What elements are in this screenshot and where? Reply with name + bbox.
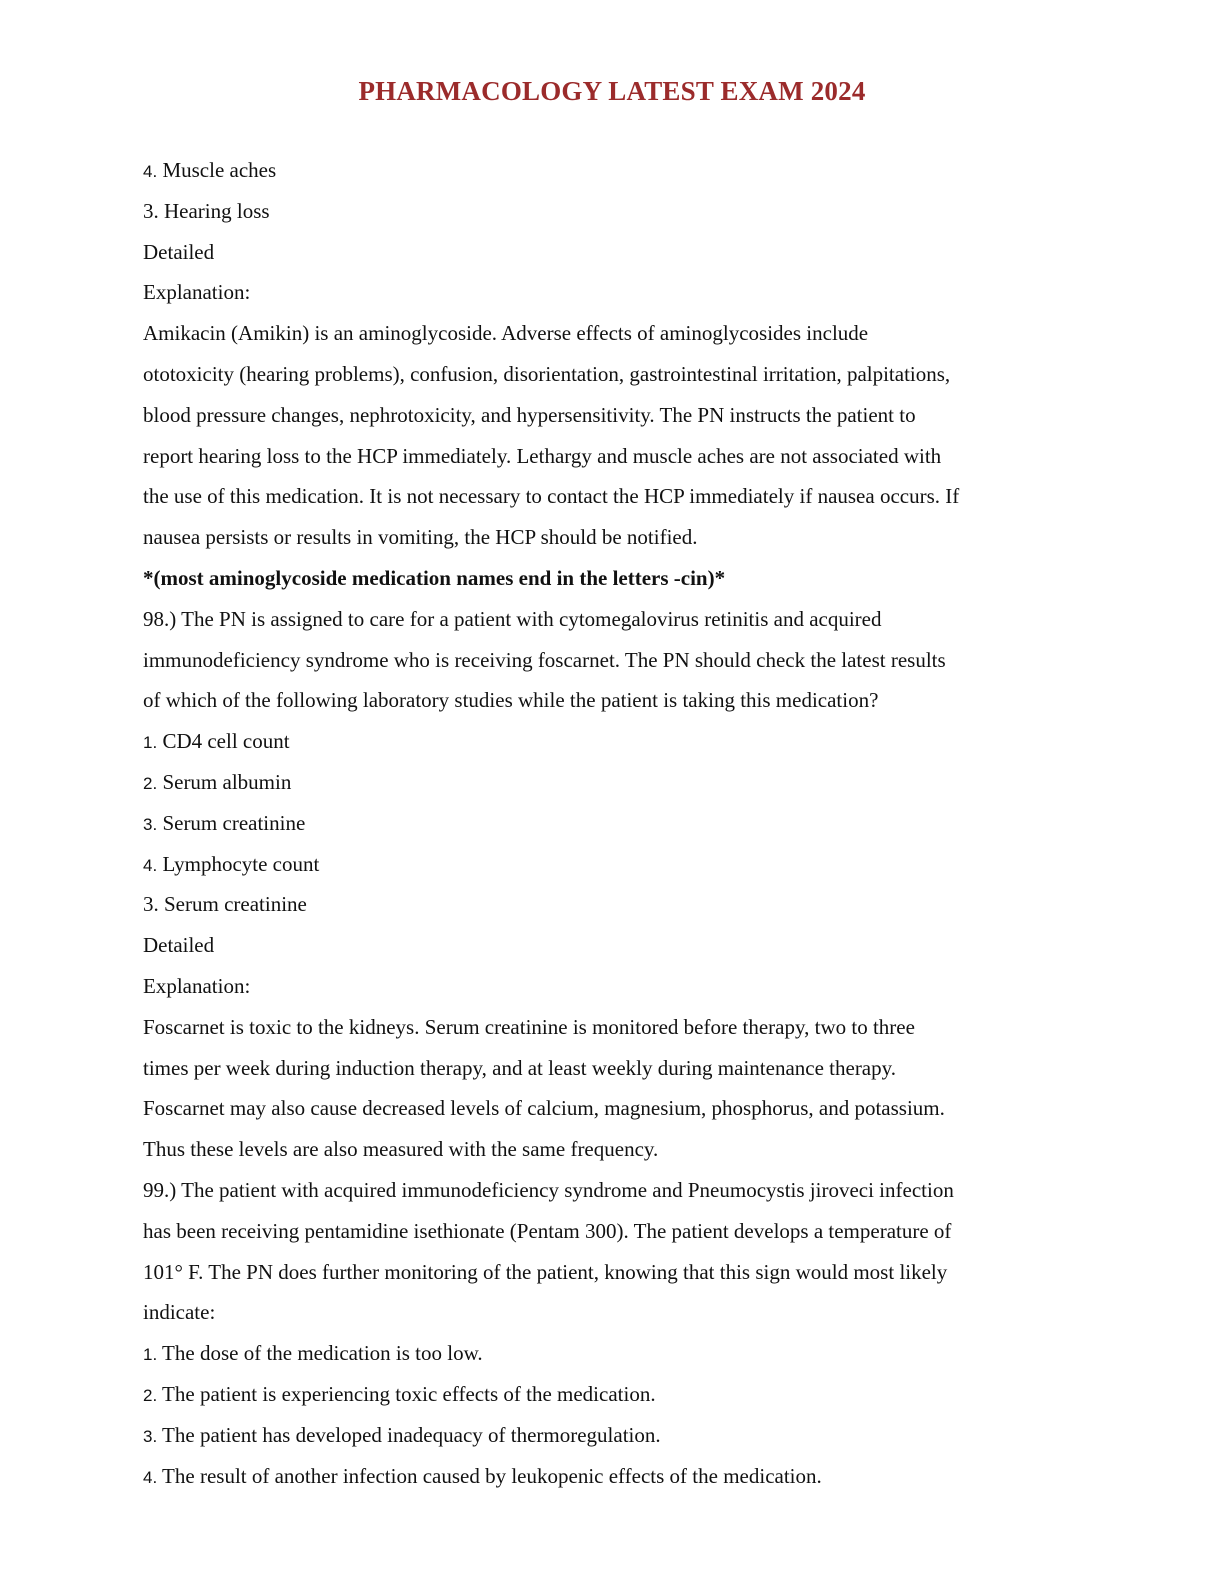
line-text: 98.) The PN is assigned to care for a patient with cytomegalovirus retinitis and acquired bbox=[143, 606, 882, 631]
line-text: Detailed bbox=[143, 933, 215, 958]
text-line bbox=[143, 395, 1083, 436]
text-line bbox=[143, 354, 1083, 395]
line-text: of which of the following laboratory studies while the patient is taking this medication? bbox=[143, 688, 879, 713]
document-body bbox=[143, 150, 1083, 1496]
text-line bbox=[143, 272, 1083, 313]
line-text: nausea persists or results in vomiting, the HCP should be notified. bbox=[143, 525, 698, 550]
line-text: immunodeficiency syndrome who is receiving foscarnet. The PN should check the latest results bbox=[143, 647, 946, 672]
option-number: 2. bbox=[143, 1385, 158, 1405]
option-number: 1. bbox=[143, 733, 158, 753]
text-line bbox=[143, 1374, 1083, 1415]
text-line bbox=[143, 558, 1083, 599]
line-text: Foscarnet is toxic to the kidneys. Serum creatinine is monitored before therapy, two to three bbox=[143, 1014, 915, 1039]
line-text: Explanation: bbox=[143, 280, 251, 305]
text-line bbox=[143, 232, 1083, 273]
text-line bbox=[143, 599, 1083, 640]
line-text: indicate: bbox=[143, 1300, 216, 1325]
line-text: blood pressure changes, nephrotoxicity, and hypersensitivity. The PN instructs the patient to bbox=[143, 402, 916, 427]
text-line bbox=[143, 640, 1083, 681]
line-text: Detailed bbox=[143, 239, 215, 264]
option-number: 1. bbox=[143, 1345, 158, 1365]
text-line bbox=[143, 1211, 1083, 1252]
page-title: PHARMACOLOGY LATEST EXAM 2024 bbox=[358, 76, 866, 106]
line-text: Serum creatinine bbox=[157, 810, 306, 835]
text-line bbox=[143, 1129, 1083, 1170]
option-number: 4. bbox=[143, 855, 158, 875]
text-line bbox=[143, 191, 1083, 232]
line-text: Thus these levels are also measured with the same frequency. bbox=[143, 1137, 659, 1162]
text-line bbox=[143, 1333, 1083, 1374]
line-text: The result of another infection caused by leukopenic effects of the medication. bbox=[157, 1463, 822, 1488]
text-line bbox=[143, 680, 1083, 721]
line-text: 99.) The patient with acquired immunodeficiency syndrome and Pneumocystis jiroveci infection bbox=[143, 1177, 954, 1202]
line-text: times per week during induction therapy, and at least weekly during maintenance therapy. bbox=[143, 1055, 897, 1080]
text-line bbox=[143, 1048, 1083, 1089]
line-text: 3. Serum creatinine bbox=[143, 892, 307, 917]
text-line bbox=[143, 476, 1083, 517]
line-text: The dose of the medication is too low. bbox=[157, 1341, 483, 1366]
line-text: 101° F. The PN does further monitoring of the patient, knowing that this sign would most likely bbox=[143, 1259, 948, 1284]
text-line bbox=[143, 884, 1083, 925]
text-line bbox=[143, 313, 1083, 354]
text-line bbox=[143, 966, 1083, 1007]
line-text: ototoxicity (hearing problems), confusion, disorientation, gastrointestinal irritation, palpitations, bbox=[143, 361, 951, 386]
text-line bbox=[143, 1170, 1083, 1211]
line-text: report hearing loss to the HCP immediately. Lethargy and muscle aches are not associated with bbox=[143, 443, 942, 468]
line-text: the use of this medication. It is not necessary to contact the HCP immediately if nausea occurs. If bbox=[143, 484, 960, 509]
line-text: Serum albumin bbox=[157, 769, 292, 794]
text-line bbox=[143, 844, 1083, 885]
line-text: The patient has developed inadequacy of thermoregulation. bbox=[157, 1422, 661, 1447]
text-line bbox=[143, 1007, 1083, 1048]
text-line bbox=[143, 1252, 1083, 1293]
text-line bbox=[143, 517, 1083, 558]
text-line bbox=[143, 1088, 1083, 1129]
line-text: Muscle aches bbox=[157, 158, 277, 182]
option-number: 3. bbox=[143, 1426, 158, 1446]
text-line bbox=[143, 1456, 1083, 1497]
line-text: CD4 cell count bbox=[157, 729, 290, 754]
option-number: 4. bbox=[143, 162, 158, 181]
text-line bbox=[143, 721, 1083, 762]
line-text: The patient is experiencing toxic effects of the medication. bbox=[157, 1381, 656, 1406]
text-line bbox=[143, 925, 1083, 966]
text-line bbox=[143, 762, 1083, 803]
option-number: 4. bbox=[143, 1467, 158, 1487]
text-line bbox=[143, 436, 1083, 477]
option-number: 2. bbox=[143, 773, 158, 793]
line-text: Lymphocyte count bbox=[157, 851, 320, 876]
line-text: 3. Hearing loss bbox=[143, 198, 270, 223]
text-line bbox=[143, 803, 1083, 844]
text-line bbox=[143, 1292, 1083, 1333]
line-text: Foscarnet may also cause decreased levels of calcium, magnesium, phosphorus, and potassium. bbox=[143, 1096, 945, 1121]
option-number: 3. bbox=[143, 814, 158, 834]
text-line bbox=[143, 1415, 1083, 1456]
line-text: has been receiving pentamidine isethionate (Pentam 300). The patient develops a temperature of bbox=[143, 1218, 952, 1243]
line-text: Amikacin (Amikin) is an aminoglycoside. Adverse effects of aminoglycosides include bbox=[143, 321, 869, 346]
line-text: *(most aminoglycoside medication names end in the letters -cin)* bbox=[143, 565, 726, 590]
text-line bbox=[143, 150, 1083, 191]
line-text: Explanation: bbox=[143, 973, 251, 998]
